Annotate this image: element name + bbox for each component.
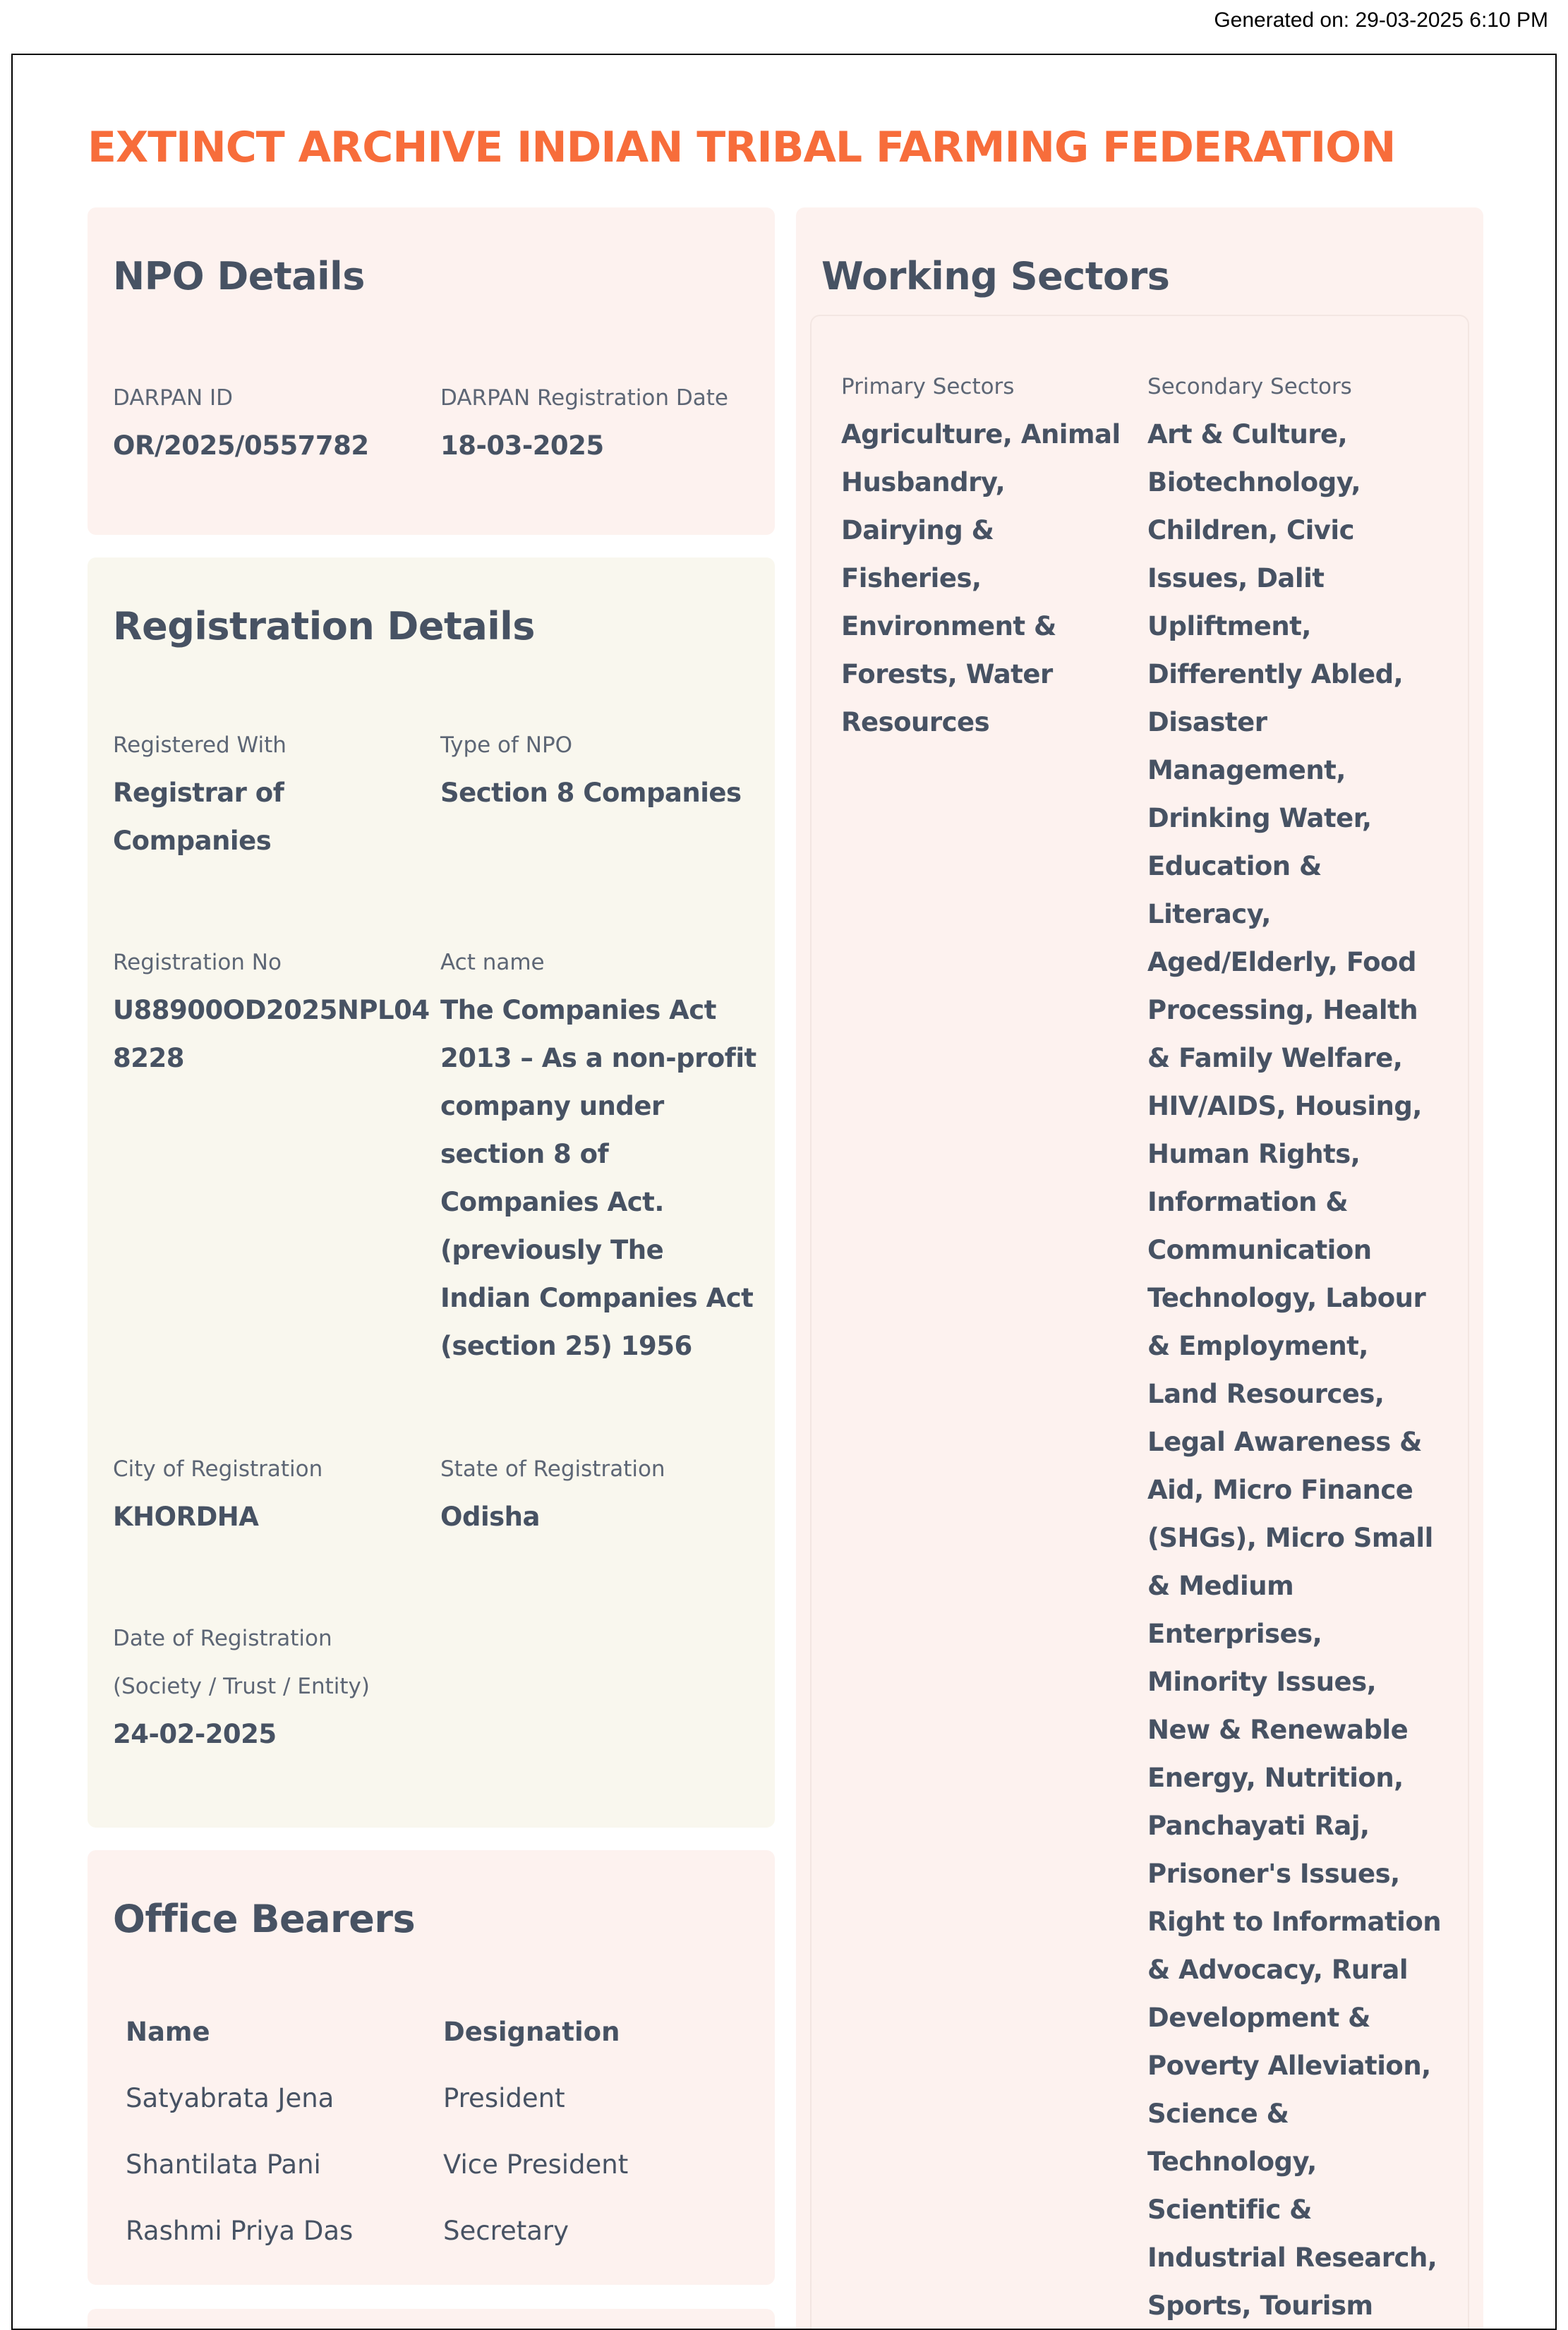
sector-line: Husbandry, [841,467,1006,497]
date-of-registration-value: 24-02-2025 [113,1719,277,1749]
organization-title: EXTINCT ARCHIVE INDIAN TRIBAL FARMING FEDERATION [88,123,1396,172]
sector-line: Biotechnology, [1147,467,1361,497]
city-label: City of Registration [113,1456,323,1482]
primary-sectors-list [841,411,1138,747]
sector-line: & Employment, [1147,1331,1368,1361]
sector-line: Industrial Research, [1147,2243,1437,2273]
bearer-name: Shantilata Pani [126,2149,321,2180]
sector-line: Development & [1147,2003,1370,2033]
sector-line: Education & [1147,851,1322,881]
darpan-id-label: DARPAN ID [113,385,234,411]
darpan-id-value: OR/2025/0557782 [113,430,369,461]
sector-line: Fisheries, [841,563,982,593]
sector-line: Aid, Micro Finance [1147,1475,1413,1505]
column-header-name: Name [126,2017,210,2047]
sector-line: Forests, Water [841,659,1053,689]
sector-line: Prisoner's Issues, [1147,1859,1400,1889]
generated-timestamp: Generated on: 29-03-2025 6:10 PM [1214,8,1548,32]
sector-line: Scientific & [1147,2195,1312,2225]
sector-line: HIV/AIDS, Housing, [1147,1091,1422,1121]
npo-details-heading: NPO Details [113,254,365,298]
npo-type-label: Type of NPO [440,732,573,758]
sector-line: Poverty Alleviation, [1147,2051,1431,2081]
sector-line: Agriculture, Animal [841,419,1121,449]
sector-line: Art & Culture, [1147,419,1348,449]
sector-line: Drinking Water, [1147,803,1372,833]
sector-line: Technology, [1147,2147,1317,2177]
sector-line: Enterprises, [1147,1619,1322,1649]
darpan-reg-date-label: DARPAN Registration Date [440,385,728,411]
date-of-registration-label: Date of Registration (Society / Trust / Entity) [113,1626,370,1699]
sector-line: Resources [841,707,990,737]
sector-line: Communication [1147,1235,1372,1265]
sector-line: Disaster [1147,707,1267,737]
sector-line: Sports, Tourism [1147,2290,1373,2321]
bearer-designation: President [443,2083,565,2113]
working-sectors-heading: Working Sectors [821,254,1170,298]
office-bearers-card [88,1850,775,2285]
next-section-card [88,2309,775,2330]
sector-line: Energy, Nutrition, [1147,1763,1404,1793]
bearer-name: Satyabrata Jena [126,2083,334,2113]
sector-line: Minority Issues, [1147,1667,1377,1697]
sector-line: Aged/Elderly, Food [1147,947,1416,977]
sector-line: Science & [1147,2099,1289,2129]
bearer-name: Rashmi Priya Das [126,2216,354,2246]
sector-line: Legal Awareness & [1147,1427,1422,1457]
secondary-sectors-list [1147,411,1458,2330]
act-name-label: Act name [440,950,545,975]
column-header-designation: Designation [443,2017,620,2047]
sector-line: Differently Abled, [1147,659,1404,689]
registration-no-label: Registration No [113,950,282,975]
npo-type-value: Section 8 Companies [440,778,742,808]
sector-line: Environment & [841,611,1056,641]
sector-line: (SHGs), Micro Small [1147,1523,1433,1553]
registration-details-heading: Registration Details [113,604,535,648]
sector-line: Right to Information [1147,1907,1442,1937]
bearer-designation: Secretary [443,2216,569,2246]
city-value: KHORDHA [113,1502,259,1532]
sector-line: Children, Civic [1147,515,1355,545]
office-bearers-heading: Office Bearers [113,1897,416,1941]
registration-no-value: U88900OD2025NPL04 8228 [113,995,430,1073]
sector-line: Panchayati Raj, [1147,1811,1370,1841]
sector-line: Processing, Health [1147,995,1418,1025]
sector-line: Upliftment, [1147,611,1311,641]
document-frame [11,54,1557,2330]
registered-with-label: Registered With [113,732,287,758]
sector-line: Land Resources, [1147,1379,1385,1409]
sector-line: & Family Welfare, [1147,1043,1403,1073]
sector-line: Management, [1147,755,1346,785]
sector-line: New & Renewable [1147,1715,1409,1745]
secondary-sectors-label: Secondary Sectors [1147,374,1352,399]
npo-details-card [88,207,775,535]
primary-sectors-label: Primary Sectors [841,374,1015,399]
sector-line: & Advocacy, Rural [1147,1955,1409,1985]
sector-line: Information & [1147,1187,1349,1217]
act-name-value: The Companies Act 2013 – As a non-profit company under section 8 of Companies Act. (previously The Indian Companies Act (section 25) 1956 [440,995,756,1361]
sector-line: Literacy, [1147,899,1271,929]
registered-with-value: Registrar of Companies [113,778,284,856]
sector-line: Dairying & [841,515,994,545]
sector-line: Issues, Dalit [1147,563,1325,593]
state-value: Odisha [440,1502,540,1532]
sector-line: Technology, Labour [1147,1283,1426,1313]
sector-line: Human Rights, [1147,1139,1361,1169]
sectors-panel [810,315,1469,2330]
darpan-reg-date-value: 18-03-2025 [440,430,604,461]
bearer-designation: Vice President [443,2149,629,2180]
registration-details-card [88,557,775,1828]
state-label: State of Registration [440,1456,665,1482]
working-sectors-card [796,207,1483,2330]
sector-line: & Medium [1147,1571,1294,1601]
